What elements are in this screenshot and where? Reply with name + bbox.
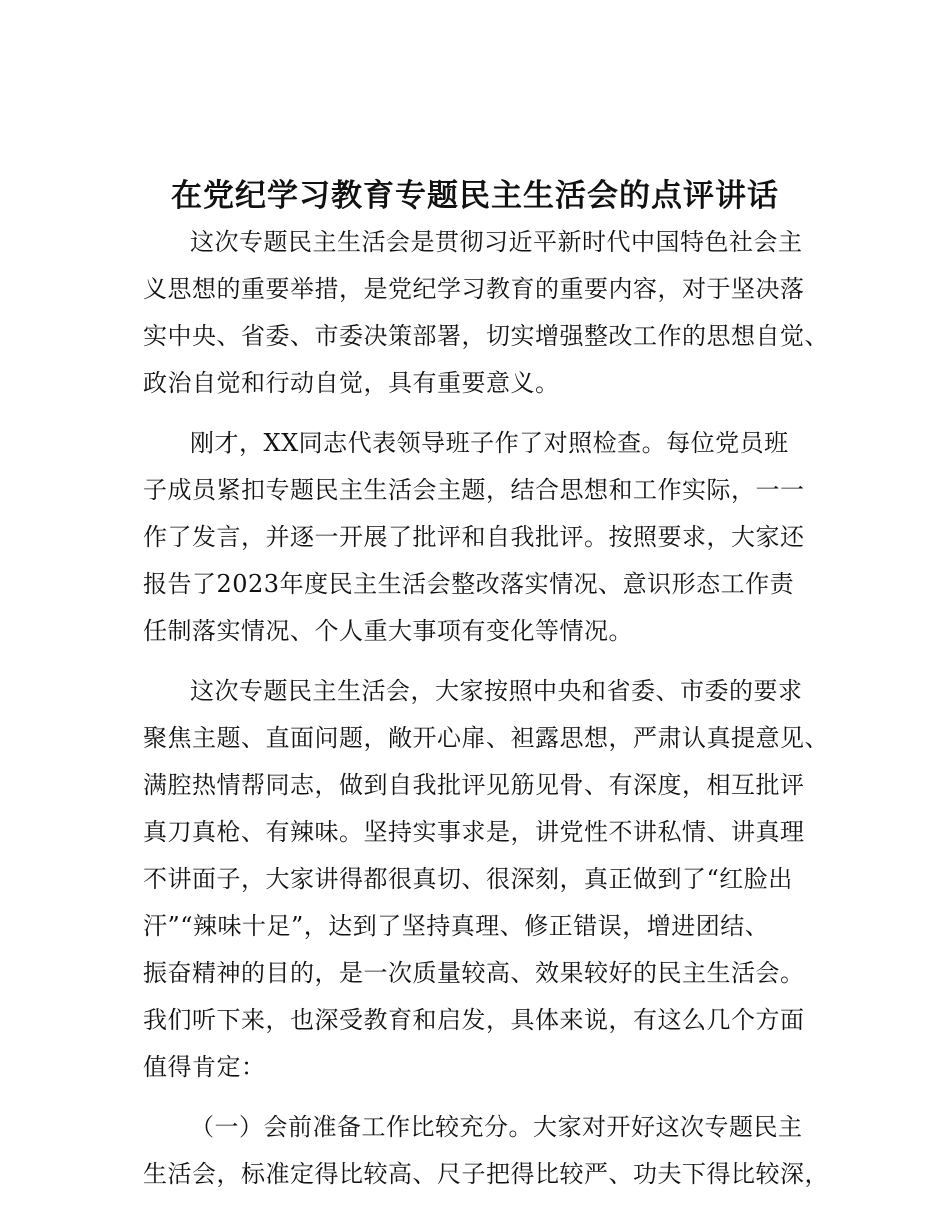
paragraph-line: 作了发言，并逐一开展了批评和自我批评。按照要求，大家还 xyxy=(143,523,805,551)
paragraph-line: 子成员紧扣专题民主生活会主题，结合思想和工作实际，一一 xyxy=(143,476,805,504)
paragraph-line: 报告了2023年度民主生活会整改落实情况、意识形态工作责 xyxy=(143,570,795,598)
paragraph-line: 这次专题民主生活会，大家按照中央和省委、市委的要求 xyxy=(190,677,803,705)
paragraph-line: 汗”“辣味十足”，达到了坚持真理、修正错误，增进团结、 xyxy=(143,912,770,940)
paragraph-line: 我们听下来，也深受教育和启发，具体来说，有这么几个方面 xyxy=(143,1006,805,1034)
paragraph-line: 任制落实情况、个人重大事项有变化等情况。 xyxy=(143,617,633,645)
paragraph-line: 不讲面子，大家讲得都很真切、很深刻，真正做到了“红脸出 xyxy=(143,865,793,893)
paragraph-line: 生活会，标准定得比较高、尺子把得比较严、功夫下得比较深， xyxy=(143,1160,829,1188)
paragraph-line: （一）会前准备工作比较充分。大家对开好这次专题民主 xyxy=(190,1113,803,1141)
paragraph xyxy=(143,219,829,407)
document-title: 在党纪学习教育专题民主生活会的点评讲话 xyxy=(171,178,779,214)
paragraph-line: 实中央、省委、市委决策部署，切实增强整改工作的思想自觉、 xyxy=(143,322,829,350)
paragraph-line: 政治自觉和行动自觉，具有重要意义。 xyxy=(143,369,560,397)
paragraph-line: 满腔热情帮同志，做到自我批评见筋见骨、有深度，相互批评 xyxy=(143,771,805,799)
paragraph xyxy=(143,1104,829,1198)
paragraph-line: 刚才，XX同志代表领导班子作了对照检查。每位党员班 xyxy=(190,429,789,457)
paragraph-line: 聚焦主题、直面问题，敞开心扉、袒露思想，严肃认真提意见、 xyxy=(143,724,829,752)
paragraph-line: 义思想的重要举措，是党纪学习教育的重要内容，对于坚决落 xyxy=(143,275,805,303)
paragraph xyxy=(143,668,829,1091)
paragraph-line: 振奋精神的目的，是一次质量较高、效果较好的民主生活会。 xyxy=(143,959,805,987)
paragraph xyxy=(143,420,823,655)
paragraph-line: 这次专题民主生活会是贯彻习近平新时代中国特色社会主 xyxy=(190,228,803,256)
document-body xyxy=(143,219,829,1211)
paragraph-line: 真刀真枪、有辣味。坚持实事求是，讲党性不讲私情、讲真理 xyxy=(143,818,805,846)
paragraph-line: 值得肯定： xyxy=(143,1053,266,1081)
